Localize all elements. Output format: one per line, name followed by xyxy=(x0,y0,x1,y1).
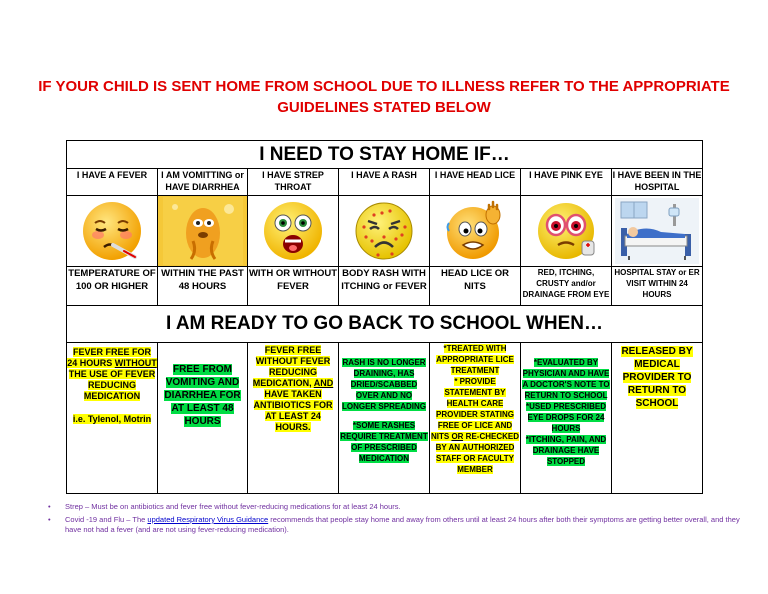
desc-vomiting: WITHIN THE PAST 48 HOURS xyxy=(158,267,248,306)
rash-face-icon xyxy=(352,199,416,263)
desc-fever: TEMPERATURE OF 100 OR HIGHER xyxy=(67,267,158,306)
vomiting-figure-icon xyxy=(163,197,243,265)
return-vomiting: FREE FROM VOMITING AND DIARRHEA FOR AT LEAST 48 HOURS xyxy=(158,343,248,494)
strep-image-cell xyxy=(248,196,339,267)
condition-hospital: I HAVE BEEN IN THE HOSPITAL xyxy=(612,169,703,196)
desc-hospital: HOSPITAL STAY or ER VISIT WITHIN 24 HOURS xyxy=(612,267,703,306)
hospital-bed-icon xyxy=(615,198,699,264)
desc-strep: WITH OR WITHOUT FEVER xyxy=(248,267,339,306)
note-strep: • Strep – Must be on antibiotics and fever free without fever-reducing medications for at least 24 hours. xyxy=(48,502,401,511)
scratching-face-icon xyxy=(443,199,507,263)
condition-vomiting: I AM VOMITTING or HAVE DIARRHEA xyxy=(158,169,248,196)
return-fever-example: i.e. Tylenol, Motrin xyxy=(72,414,152,424)
condition-rash: I HAVE A RASH xyxy=(339,169,430,196)
stay-home-title: I NEED TO STAY HOME IF… xyxy=(67,141,703,169)
hospital-image-cell xyxy=(612,196,703,267)
return-rash: RASH IS NO LONGER DRAINING, HAS DRIED/SCABBED OVER AND NO LONGER SPREADING *SOME RASHES REQUIRE TREATMENT OF PRESCRIBED MEDICATION xyxy=(339,343,430,494)
return-fever xyxy=(67,343,158,494)
pink-eye-image-cell xyxy=(521,196,612,267)
desc-rash: BODY RASH WITH ITCHING or FEVER xyxy=(339,267,430,306)
heading-line-2: GUIDELINES STATED BELOW xyxy=(277,99,491,116)
fever-image-cell xyxy=(67,196,158,267)
return-fever-p1: FEVER FREE FOR 24 HOURS xyxy=(67,347,151,368)
note-covid: • Covid -19 and Flu – The updated Respiratory Virus Guidance recommends that people stay home and away from others until at least 24 hours after both their symptoms are getting better overall, and they have not had a fever (and are not using fever-reducing medication). xyxy=(48,515,740,534)
sore-throat-face-icon xyxy=(261,199,325,263)
condition-fever: I HAVE A FEVER xyxy=(67,169,158,196)
desc-pink-eye: RED, ITCHING, CRUSTY and/or DRAINAGE FROM EYE xyxy=(521,267,612,306)
back-to-school-title: I AM READY TO GO BACK TO SCHOOL WHEN… xyxy=(67,306,703,343)
return-head-lice: *TREATED WITH APPROPRIATE LICE TREATMENT * PROVIDE STATEMENT BY HEALTH CARE PROVIDER STATING FREE OF LICE AND NITS OR RE-CHECKED BY AN AUTHORIZED STAFF OR FACULTY MEMBER xyxy=(430,343,521,494)
return-fever-p2: THE USE OF FEVER REDUCING MEDICATION xyxy=(68,369,156,401)
lice-image-cell xyxy=(430,196,521,267)
return-fever-underline: WITHOUT xyxy=(114,358,157,368)
condition-head-lice: I HAVE HEAD LICE xyxy=(430,169,521,196)
return-pink-eye: *EVALUATED BY PHYSICIAN AND HAVE A DOCTOR'S NOTE TO RETURN TO SCHOOL *USED PRESCRIBED EYE DROPS FOR 24 HOURS *ITCHING, PAIN, AND DRAINAGE HAVE STOPPED xyxy=(521,343,612,494)
vomiting-image-cell xyxy=(158,196,248,267)
fever-face-icon xyxy=(80,199,144,263)
bullet-icon: • xyxy=(48,515,51,524)
heading-line-1: IF YOUR CHILD IS SENT HOME FROM SCHOOL DUE TO ILLNESS REFER TO THE APPROPRIATE xyxy=(38,78,730,95)
bullet-icon: • xyxy=(48,502,51,511)
desc-head-lice: HEAD LICE OR NITS xyxy=(430,267,521,306)
footnotes xyxy=(48,502,758,535)
return-strep: FEVER FREE WITHOUT FEVER REDUCING MEDICATION, AND HAVE TAKEN ANTIBIOTICS FOR AT LEAST 24 HOURS. xyxy=(248,343,339,494)
illness-guidelines-table xyxy=(66,140,703,494)
pink-eye-face-icon xyxy=(534,199,598,263)
respiratory-guidance-link[interactable]: updated Respiratory Virus Guidance xyxy=(147,515,269,524)
condition-pink-eye: I HAVE PINK EYE xyxy=(521,169,612,196)
page-heading xyxy=(0,76,768,118)
rash-image-cell xyxy=(339,196,430,267)
condition-strep: I HAVE STREP THROAT xyxy=(248,169,339,196)
return-hospital: RELEASED BY MEDICAL PROVIDER TO RETURN TO SCHOOL xyxy=(612,343,703,494)
